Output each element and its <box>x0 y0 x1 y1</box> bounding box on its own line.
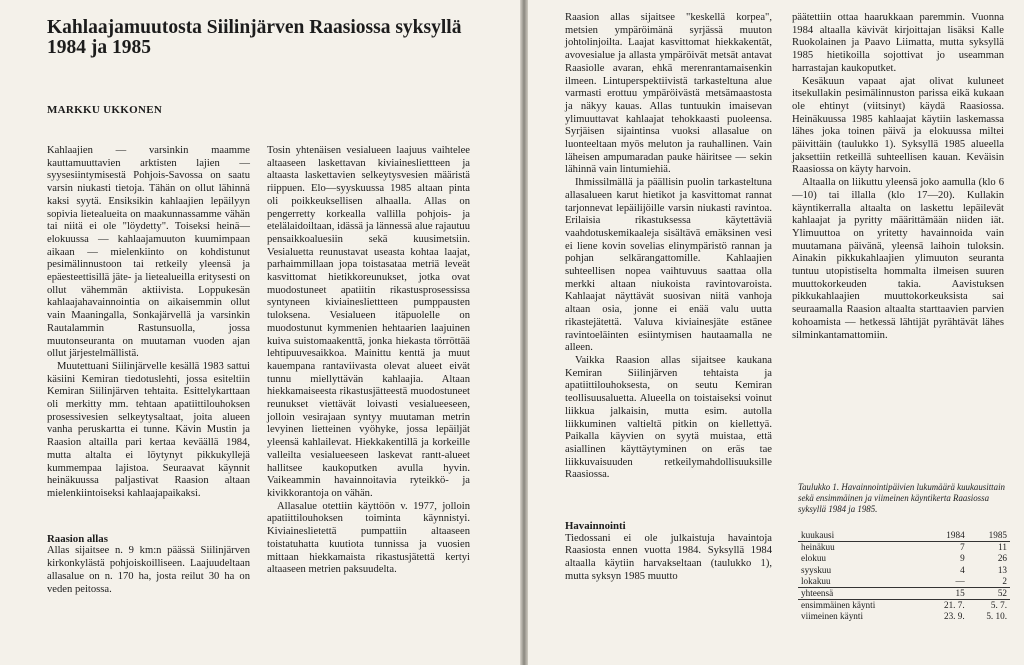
book-gutter <box>520 0 528 665</box>
table-cell: elokuu <box>801 553 827 564</box>
paragraph: Ihmissilmällä ja päällisin puolin tarkasteltuna allasalueen karut hietikot ja kasvittomat rannat tarjonnevat lepäilijöille varsin niukasti ravintoa. Erilaisia rikastuksessa käytettäviä vaahdotuskemikaaleja sisältävä emäksinen vesi ei liene kovin sovelias elinympäristö rannan ja pohjan selkärangattomille. Kahlaajien suhteellisen nopea vaihtuvuus saattaa olla merkki altaan niukoista ravintovaroista. Kahlaajat näyttävät suosivan niitä vanhoja altaan osia, jonne ei enää valu uutta rikastejätettä. Valuva kiviainesjäte estänee ravintoeläinten esiintymisen hautaamalla ne alleen. <box>565 177 772 354</box>
table-cell: 5. 7. <box>968 600 1010 612</box>
table-row <box>798 553 1010 564</box>
table-row <box>798 600 1010 612</box>
paragraph: Tiedossani ei ole julkaistuja havaintoja Raasiosta ennen vuotta 1984. Syksyllä 1984 altaalla käytiin harvakseltaan (taulukko 1), mutta syksyn 1985 muutto <box>565 532 772 582</box>
paragraph: päätettiin ottaa haarukkaan paremmin. Vuonna 1984 altaalla kävivät kirjoittajan lisäksi Kalle Ruokolainen ja Paavo Liimatta, mutta syksyllä 1985 hietikoilla sojottivat jo useamman harrastajan kaukoputket. <box>792 12 1004 74</box>
paragraph: Allasalue otettiin käyttöön v. 1977, jolloin apatiittilouhoksen toiminta käynnistyi. Kiviaineslietettä pumpattiin altaaseen toistatuhatta kuutiota tunnissa ja vuosien mittaan hiekkamaista rikastusjätettä kertyi altaaseen metrien paksuudelta. <box>267 500 470 576</box>
table-cell: — <box>955 575 965 586</box>
article-title: Kahlaajamuutosta Siilinjärven Raasiossa syksyllä 1984 ja 1985 <box>47 17 462 58</box>
section-heading: Raasion allas <box>47 532 108 545</box>
table-row <box>798 542 1010 554</box>
author-name: MARKKU UKKONEN <box>47 104 163 116</box>
table-cell: 7 <box>960 542 965 553</box>
paragraph: Tosin yhtenäisen vesialueen laajuus vaihtelee altaaseen laskettavan kiviainesliettteen ja altaasta laskettavien selkeytysvesien määristä riippuen. Elo—syyskuussa 1985 altaan pinta oli poikkeuksellisen alhaalla. Allas on pengerretty korkealla vallilla pohjois- ja etelälaidoiltaan, idässä ja lännessä alue rajautuu pensaikkoaluesiin sekä kuusimetsiin. Vesialuetta reunustavat useasta kohtaa laajat, parhaimmillaan jopa toistasataa metriä leveät kasvittomat hietikkoreunukset, jotka ovat muodostuneet apatiitin rikastusprosessissa syntyneen kiviainesliettteen pumppausten tuloksena. Vesialueen itäpuolelle on muodostunut kymmenien hehtaarien laajuinen kuiva suistomaakenttä, jonka hiekasta törröttää lehtipuuvesaikkoa. Mainittu kenttä ja muut kauempana rantaviivasta olevat alueet eivät tunnu miellyttävän kahlaajia. Altaan hiekkamaiseesta rikastusjätteestä muodostuneet reunukset viettävät loivasti vesialueeseen, jolloin vesirajaan syntyy muutaman metrin levyinen lietteinen vyöhyke, jossa lepäiljät yleensä kahlailevat. Hiekkakentillä ja korkeille valleilta vesialueeseen laskevat rantt-alueet hallitsee kaukoputken avulla hyvin. Vaikeammin havainnoitavia ryteikkö- ja kivikkorantoja on vähän. <box>267 145 470 499</box>
text-column-2 <box>267 145 470 577</box>
paragraph: Altaalla on liikuttu yleensä joko aamulla (klo 6—10) tai illalla (klo 17—20). Kullakin käyntikerralla altaalta on laskettu lepäilevät kahlaajat ja pyritty määrittämään niiden iät. Ylimuuttoa on yritetty havainnoida vain muutamana päivänä, yleensä laihoin tuloksin. Ainakin pikkukahlaajien ylimuuton seuranta tuntuu utopistiselta hommalta ilmeisen suuren muuttokorkeuden takia. Aavistuksen pikkukahlaajien muuttokorkeuksista sai seuraamalla Raasion altaalta starttaavien parvien kohoamista — hetkessä lähtijät pyrähtävät lähes silminkantamattomiin. <box>792 177 1004 341</box>
paragraph: Kahlaajien — varsinkin maamme kauttamuuttavien arktisten lajien — syysesiintymisestä Pohjois-Savossa on saatu varsin niukasti tietoja. Tähän on ollut lähinnä kaksi syytä. Ensiksikin kahlaajien lepäilyyn sopivia lietealueita on maakunnassamme vähän tai niitä ei ole "löydetty". Toiseksi heinä—elokuussa — kahlaajamuuton kuumimpaan aikaan — mielenkiinto on kohdistunut pesimälinnustoon tai retkeily yleensä ja epäesteettisillä jäte- ja lietealueilla eritysesti on ollut vähemmän aktiivista. Loppukesän kahlaajahavainnointia on aikaisemmin ollut vain Maaningalla, Sonkajärvellä ja varsinkin Rautalammin Rastunsuolla, jossa muutonseuranta on muutaman vuoden ajan ollut järjestelmällistä. <box>47 145 250 360</box>
table-cell: viimeinen käynti <box>801 611 864 622</box>
table-cell: syyskuu <box>801 564 832 575</box>
table-caption-label: Taulukko 1. <box>798 482 840 492</box>
column-header: 1985 <box>988 530 1007 540</box>
table-caption <box>798 482 1010 515</box>
table-cell: heinäkuu <box>801 542 835 553</box>
table-cell: lokakuu <box>801 575 831 586</box>
table-row <box>798 565 1010 576</box>
text-column-4 <box>792 12 1004 342</box>
table-cell: 21. 7. <box>925 600 967 612</box>
table-cell: ensimmäinen käynti <box>798 600 925 612</box>
table-cell: 13 <box>997 564 1007 575</box>
observation-table <box>798 530 1010 623</box>
table-cell: 9 <box>960 553 965 564</box>
paragraph: Muutettuani Siilinjärvelle kesällä 1983 sattui käsiini Kemiran tiedotuslehti, jossa esiteltiin Kemiran Siilinjärven tehtaita. Esittelykarttaan oli merkitty mm. tehtaan apatiittilouhoksen prosessivesien selkeytysaltaat, joita alueen vanha peruskartta ei tunne. Kävin Mustin ja Raasion altailla pari kertaa keväällä 1984, mutta altalta ei löytynyt pikkukyllejä kummempaa lajistoa. Seuraavat käynnit heinäkuussa paljastivat Raasion altaan mielenkiintoiseksi kahlaajapaikaksi. <box>47 360 250 499</box>
table-cell: 11 <box>998 542 1007 553</box>
table-cell: yhteensä <box>798 588 925 600</box>
table-header-row <box>798 530 1010 542</box>
table-cell: 52 <box>968 588 1010 600</box>
column-header: 1984 <box>946 530 965 540</box>
table-cell: 26 <box>997 553 1007 564</box>
table-cell: 5. 10. <box>986 611 1007 622</box>
paragraph: Raasion allas sijaitsee "keskellä korpea", metsien ympäröimänä syrjässä muuton johtolinjoilta. Laajat kasvittomat hiekkakentät, avovesialue ja allasta ympäröivät metsät antavat Raasiolle avaran, ehkä merenrantamaisenkin ilmeen. Lintuperspektiivistä tarkasteltuna alue varmasti erottuu ympäröivästä metsämaastosta ja näkyy kauas. Allas tuntuukin imaisevan ylimuuttavat kahlaajat tehokkaasti puoleensa. Syrjäisen sijaintinsa vuoksi allasalue on luonteeltaan myös meluton ja rauhallinen. Vain läheisen ampumaradan pauke häiritsee — sekin lähinnä vain lintumiehiä. <box>565 12 772 176</box>
table-row <box>798 576 1010 588</box>
column-header: kuukausi <box>801 530 835 540</box>
table-row <box>798 611 1010 622</box>
paragraph: Kesäkuun vapaat ajat olivat kuluneet itsekullakin pesimälinnuston parissa eikä kukaan ole ehtinyt (viitsinyt) käydä Raasiossa. Heinäkuussa 1985 kahlaajat käytiin laskemassa lähes joka toinen päivä ja elokuussa miltei päivittäin (taulukko 1). Syksyllä 1985 alueella jaksettiin retkeillä suhteellisen kauan. Keväisin Raasiossa on käyty harvoin. <box>792 75 1004 176</box>
paragraph: Vaikka Raasion allas sijaitsee kaukana Kemiran Siilinjärven tehtaista ja apatiittilouhoksesta, on seutu Kemiran teollisuusaluetta. Alueella on toistaiseksi voinut liikkua jalkaisin, mutta esim. autolla liikkuminen valtieltä pitkin on kiellettyä. Paikalla käyvien on syytä muistaa, että asiallinen käyttäytyminen on eräs tae liikkuvaisuuden retkeilymahdollisuuksille Raasiossa. <box>565 354 772 481</box>
table-cell: 15 <box>925 588 967 600</box>
table-cell: 2 <box>1002 575 1007 586</box>
text-column-3 <box>565 12 772 584</box>
section-heading: Havainnointi <box>565 520 626 533</box>
table-total-row <box>798 588 1010 600</box>
paragraph: Allas sijaitsee n. 9 km:n päässä Siilinjärven kirkonkylästä pohjoiskoilliseen. Laajuudeltaan allasalue on n. 170 ha, josta reilut 30 ha on veden peitossa. <box>47 545 250 595</box>
text-column-1 <box>47 145 250 596</box>
table-cell: 23. 9. <box>943 611 965 622</box>
table-cell: 4 <box>960 564 965 575</box>
table-caption-text: Havainnointipäivien lukumäärä kuukausittain sekä ensimmäinen ja viimeinen käyntikerta Raasiossa syksyllä 1984 ja 1985. <box>798 482 1005 514</box>
